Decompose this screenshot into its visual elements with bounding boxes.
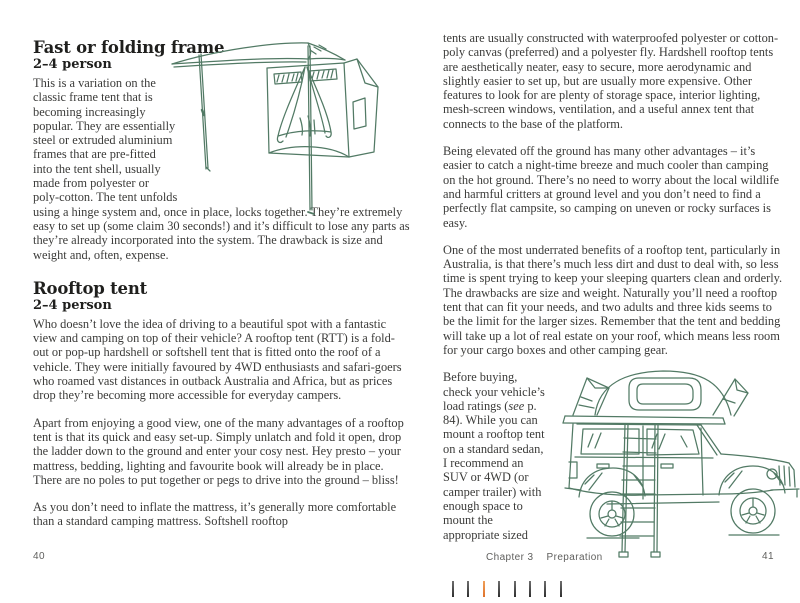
section-capacity-label: 2–4 person — [33, 57, 112, 72]
footer-section-label: Preparation — [546, 552, 603, 563]
frame-tent-icon — [162, 40, 418, 244]
section-heading: Rooftop tent — [33, 278, 148, 298]
body-paragraph: One of the most underrated benefits of a rooftop tent, particularly in Australia, is that there’s much less dirt and dust to deal with, so less time is spent trying to keep your sleeping quarters clean and orderly. The drawbacks are size and weight. Naturally you’ll need a rooftop tent that can fit your needs, and two adults and three kids seems to be the limit for the larger sizes. Remember that the tent and bedding will take up a lot of real estate on your roof, which means less room for your cargo boxes and other camping gear. — [443, 242, 783, 357]
progress-tick — [544, 581, 546, 597]
body-paragraph: This is a variation on the classic frame tent that is becoming increasingly popular. They are essentially steel or extruded aluminium frames that are pre-fitted into the tent shell, usually made from polyester or poly-cotton. The tent unfolds using a hinge system and, once in place, locks together. They’re extremely easy to set up (some claim 30 seconds!) and it’s difficult to lose any parts as they’re already incorporated into the system. The drawback is size and weight and, often, expense. — [33, 76, 410, 262]
paragraph-text: Before buying, check your vehicle’s load ratings ( — [443, 370, 545, 413]
section-fast-folding-frame — [33, 38, 410, 262]
left-page — [33, 38, 410, 542]
body-paragraph: tents are usually constructed with waterproofed polyester or cotton-poly canvas (preferred) and a polyester fly. Hardshell rooftop tents are aesthetically neater, easy to secure, more aerodynamic and slightly easier to set up, but are usually more expensive. Other features to look for are plenty of storage space, interior lighting, mesh-screen windows, ventilation, and a useful annex tent that connects to the base of the platform. — [443, 31, 779, 131]
progress-tick — [560, 581, 562, 597]
body-paragraph: As you don’t need to inflate the mattress, it’s generally more comfortable than a standard camping mattress. Softshell rooftop — [33, 500, 397, 529]
body-paragraph: Being elevated off the ground has many other advantages – it’s easier to catch a night-time breeze and much cooler than camping on the hot ground. There’s no need to worry about the local wildlife and harmful critters at ground level and you don’t need to find a perfectly flat campsite, so camping on uneven or rocky surfaces is easy. — [443, 144, 779, 230]
section-capacity-label: 2–4 person — [33, 297, 112, 313]
progress-tick-active — [483, 581, 485, 597]
progress-tick — [514, 581, 516, 597]
italic-see: see — [508, 398, 525, 413]
running-footer — [486, 552, 603, 563]
suv-rooftop-tent-icon — [551, 366, 800, 564]
right-page — [443, 31, 783, 555]
page-number-right: 41 — [762, 551, 774, 562]
progress-tick — [529, 581, 531, 597]
page-number-left: 40 — [33, 551, 45, 562]
section-heading: Fast or folding frame — [33, 38, 225, 57]
rooftop-tent-vehicle-illustration — [554, 370, 789, 528]
paragraph-text: p. 84). While you can mount a rooftop tent on a standard sedan, I recommend an SUV or 4WD (or camper trailer) with enough space to mount the appropriate sized — [443, 398, 545, 542]
footer-chapter-label: Chapter 3 — [486, 552, 534, 563]
progress-tick — [498, 581, 500, 597]
progress-tick — [467, 581, 469, 597]
body-paragraph: Who doesn’t love the idea of driving to a beautiful spot with a fantastic view and camping on top of their vehicle? A rooftop tent (RTT) is a fold-out or pop-up hardshell or softshell tent that is fitted onto the roof of a vehicle. They were initially favoured by 4WD enthusiasts and safari-goers who roamed vast distances in outback Australia and Africa, but as prices drop they’re becoming more accessible for everyday campers. — [33, 316, 402, 403]
chapter-progress-indicator — [452, 581, 575, 597]
frame-tent-illustration — [190, 48, 412, 198]
section-rooftop-tent — [33, 279, 410, 529]
body-paragraph: Apart from enjoying a good view, one of the many advantages of a rooftop tent is that its quick and easy set-up. Simply unlatch and fold it open, drop the ladder down to the ground and enter your cosy nest. Hey presto – your mattress, bedding, lighting and favourite book will already be in place. There are no poles to put together or pegs to drive into the ground – bliss! — [33, 415, 404, 487]
progress-tick — [452, 581, 454, 597]
